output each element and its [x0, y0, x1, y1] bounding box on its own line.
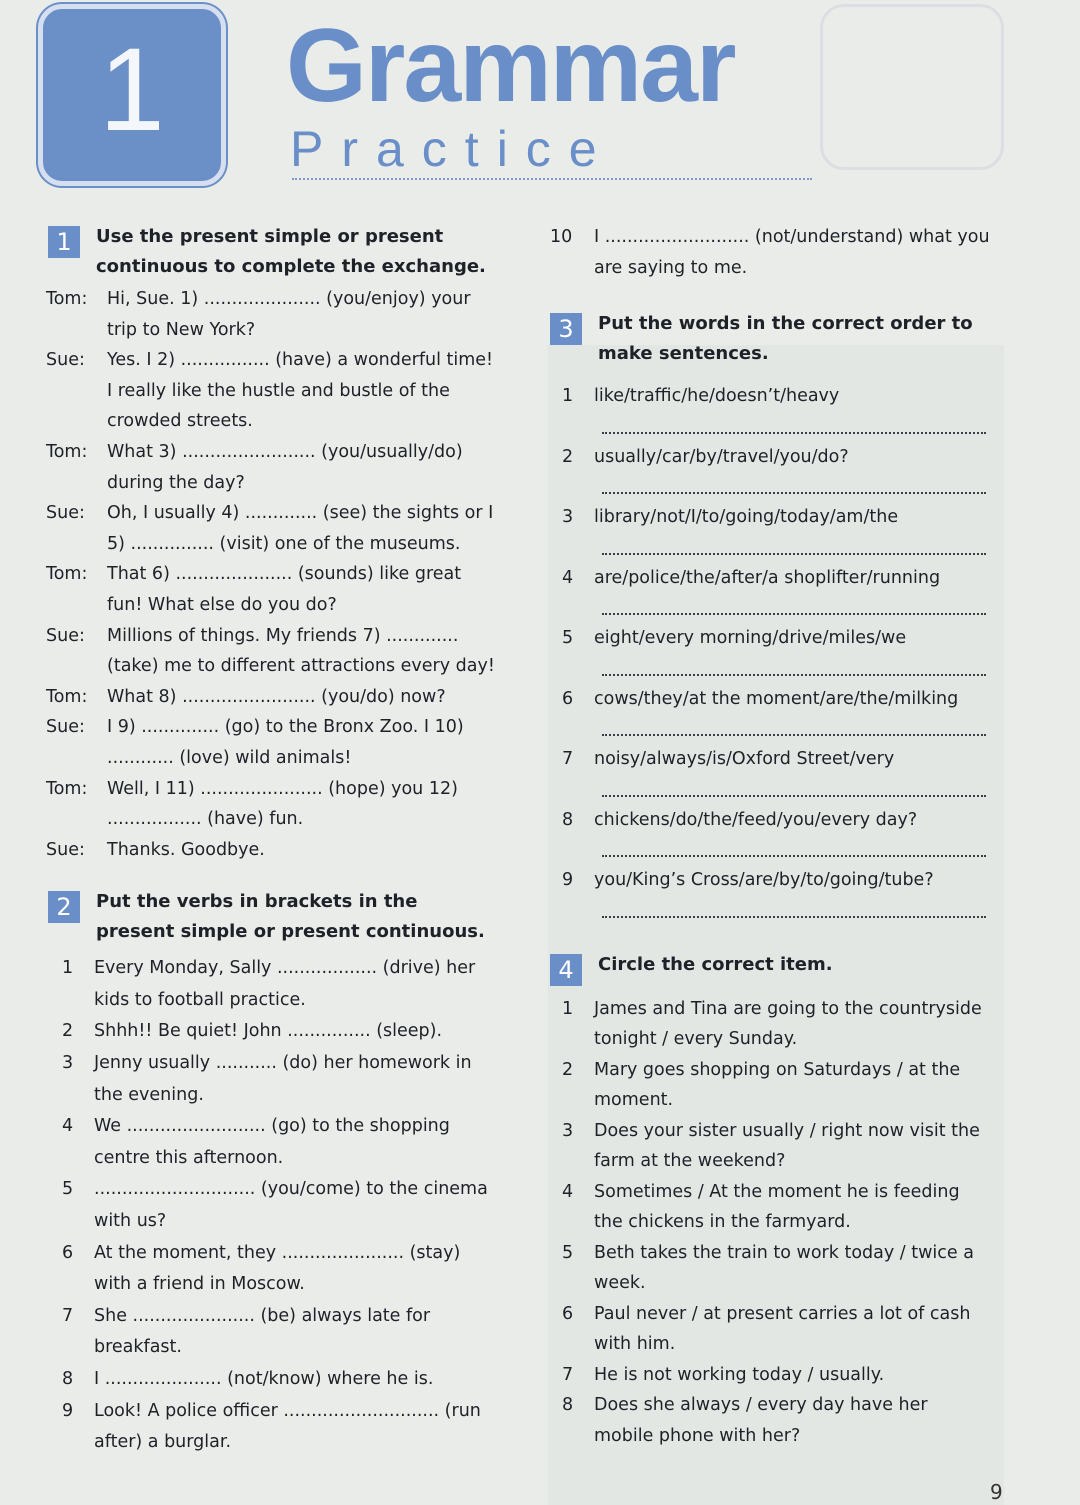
- item-text: library/not/I/to/going/today/am/the: [594, 507, 899, 527]
- dialogue-line: [46, 774, 496, 835]
- list-item: [46, 1048, 496, 1111]
- item-text: At the moment, they ...................... (stay) with a friend in Moscow.: [94, 1242, 461, 1295]
- dialogue-text: Hi, Sue. 1) ..................... (you/enjoy) your trip to New York?: [107, 289, 471, 340]
- section-3-list: [548, 381, 990, 918]
- item-number: 5: [562, 628, 574, 648]
- list-item: [46, 1016, 496, 1048]
- section-1-instruction: Use the present simple or present continuous to complete the exchange.: [96, 226, 486, 277]
- item-number: 6: [62, 1242, 74, 1263]
- section-2-list: [46, 953, 496, 1459]
- item-number: 8: [562, 809, 574, 830]
- item-text: are/police/the/after/a shoplifter/running: [594, 567, 941, 588]
- dialogue-line: [46, 712, 496, 773]
- item-number: 9: [562, 870, 574, 890]
- list-item: [46, 953, 496, 1016]
- speaker: Tom:: [46, 441, 88, 462]
- list-item: [548, 994, 990, 1055]
- reorder-item: [548, 502, 990, 555]
- item-number: 1: [62, 958, 74, 979]
- dialogue-line: [46, 284, 496, 345]
- list-item: [46, 1364, 496, 1396]
- reorder-item: [548, 623, 990, 676]
- item-number: 6: [562, 1303, 574, 1324]
- answer-line[interactable]: [602, 543, 986, 555]
- item-text: Look! A police officer ............................ (run after) a burglar.: [94, 1400, 481, 1453]
- item-text: eight/every morning/drive/miles/we: [594, 628, 907, 648]
- item-number: 4: [562, 1181, 574, 1202]
- reorder-item: [548, 684, 990, 737]
- item-text: you/King’s Cross/are/by/to/going/tube?: [594, 870, 934, 890]
- item-text: usually/car/by/travel/you/do?: [594, 446, 849, 467]
- dialogue: [46, 284, 496, 865]
- speaker: Tom:: [46, 289, 88, 309]
- dialogue-text: Millions of things. My friends 7) ............. (take) me to different attractions every day!: [107, 625, 495, 677]
- item-number: 2: [62, 1021, 74, 1042]
- item-text: like/traffic/he/doesn’t/heavy: [594, 386, 840, 406]
- item-text: Every Monday, Sally .................. (drive) her kids to football practice.: [94, 958, 476, 1010]
- section-4-instruction: Circle the correct item.: [598, 953, 833, 975]
- list-item: [548, 1116, 990, 1177]
- page-subtitle: Practice: [290, 121, 615, 177]
- dialogue-text: Oh, I usually 4) ............. (see) the sights or I 5) ............... (visit) one of the museums.: [107, 503, 494, 554]
- item-text: ............................. (you/come) to the cinema with us?: [94, 1179, 488, 1232]
- list-item: [46, 1238, 496, 1301]
- answer-line[interactable]: [602, 482, 986, 494]
- answer-line[interactable]: [602, 785, 986, 797]
- speaker: Tom:: [46, 686, 88, 707]
- unit-number: 1: [99, 24, 165, 156]
- item-number: 2: [562, 1059, 574, 1080]
- right-column: [548, 222, 990, 1451]
- item-number: 3: [562, 507, 574, 527]
- item-text: Paul never / at present carries a lot of cash with him.: [594, 1303, 971, 1354]
- item-number: 6: [562, 688, 574, 709]
- answer-line[interactable]: [602, 664, 986, 676]
- speaker: Tom:: [46, 564, 88, 585]
- list-item: [46, 1174, 496, 1237]
- item-text: Shhh!! Be quiet! John ............... (sleep).: [94, 1021, 443, 1042]
- item-text: He is not working today / usually.: [594, 1364, 885, 1385]
- item-text: Does your sister usually / right now visit the farm at the weekend?: [594, 1120, 980, 1171]
- list-item: [548, 1360, 990, 1391]
- section-2-heading: [46, 887, 496, 947]
- item-text: Sometimes / At the moment he is feeding the chickens in the farmyard.: [594, 1181, 960, 1232]
- dialogue-text: I 9) .............. (go) to the Bronx Zoo. I 10) ............ (love) wild animals!: [107, 717, 464, 768]
- speaker: Sue:: [46, 717, 85, 738]
- list-item: [46, 1111, 496, 1174]
- item-text: We ......................... (go) to the shopping centre this afternoon.: [94, 1116, 450, 1168]
- dialogue-line: [46, 621, 496, 682]
- dialogue-line: [46, 345, 496, 437]
- list-item: [548, 1390, 990, 1451]
- list-item: [548, 222, 990, 283]
- speaker: Sue:: [46, 625, 85, 646]
- item-text: Mary goes shopping on Saturdays / at the moment.: [594, 1059, 961, 1110]
- item-number: 7: [562, 749, 574, 769]
- section-4-list: [548, 994, 990, 1452]
- dialogue-line: [46, 559, 496, 620]
- item-number: 7: [562, 1364, 574, 1385]
- section-1-heading: [46, 222, 496, 282]
- item-text: I .......................... (not/understand) what you are saying to me.: [594, 227, 990, 278]
- item-number: 8: [562, 1395, 574, 1415]
- item-number: 2: [562, 446, 574, 467]
- section-2-instruction: Put the verbs in brackets in the present simple or present continuous.: [96, 891, 485, 943]
- reorder-item: [548, 563, 990, 616]
- item-number: 9: [62, 1400, 74, 1421]
- section-3-instruction: Put the words in the correct order to make sentences.: [598, 313, 973, 364]
- dialogue-text: That 6) ..................... (sounds) like great fun! What else do you do?: [107, 564, 462, 615]
- item-number: 8: [62, 1369, 74, 1389]
- list-item: [46, 1301, 496, 1364]
- answer-line[interactable]: [602, 906, 986, 918]
- answer-line[interactable]: [602, 603, 986, 615]
- list-item: [548, 1055, 990, 1116]
- dialogue-line: [46, 498, 496, 559]
- dialogue-line: [46, 682, 496, 713]
- section-1-badge: 1: [48, 226, 80, 258]
- unit-number-box: [38, 4, 226, 186]
- section-3-heading: [548, 309, 990, 369]
- reorder-item: [548, 442, 990, 495]
- list-item: [548, 1177, 990, 1238]
- dialogue-text: What 8) ........................ (you/do) now?: [107, 686, 446, 707]
- reorder-item: [548, 744, 990, 797]
- speaker: Sue:: [46, 503, 85, 524]
- list-item: [548, 1299, 990, 1360]
- speaker: Tom:: [46, 778, 88, 799]
- answer-line[interactable]: [602, 845, 986, 857]
- item-number: 7: [62, 1305, 74, 1326]
- dialogue-line: [46, 835, 496, 866]
- item-text: I ..................... (not/know) where he is.: [94, 1369, 434, 1389]
- item-number: 1: [562, 386, 574, 406]
- section-4-heading: [548, 950, 990, 984]
- reorder-item: [548, 381, 990, 434]
- list-item: [548, 1238, 990, 1299]
- item-number: 5: [62, 1179, 74, 1200]
- dialogue-text: Well, I 11) ...................... (hope) you 12) ................. (have) fun.: [107, 778, 458, 830]
- dialogue-text: What 3) ........................ (you/usually/do) during the day?: [107, 441, 463, 493]
- answer-line[interactable]: [602, 422, 986, 434]
- dialogue-line: [46, 437, 496, 498]
- section-2-badge: 2: [48, 891, 80, 923]
- section-3-badge: 3: [550, 313, 582, 345]
- item-text: chickens/do/the/feed/you/every day?: [594, 809, 918, 830]
- speaker: Sue:: [46, 839, 85, 860]
- item-number: 5: [562, 1242, 574, 1263]
- item-text: She ...................... (be) always late for breakfast.: [94, 1305, 431, 1358]
- dialogue-text: Thanks. Goodbye.: [107, 839, 265, 860]
- item-text: Beth takes the train to work today / twice a week.: [594, 1242, 974, 1293]
- section-4-badge: 4: [550, 954, 582, 986]
- title-divider: [292, 178, 812, 180]
- page-number: 9: [990, 1480, 1003, 1504]
- item-text: Jenny usually ........... (do) her homework in the evening.: [94, 1053, 472, 1105]
- item-number: 3: [562, 1120, 574, 1141]
- show-through-box: [820, 4, 1004, 170]
- item-text: James and Tina are going to the countryside tonight / every Sunday.: [594, 998, 982, 1049]
- reorder-item: [548, 805, 990, 858]
- item-number: 1: [562, 998, 574, 1019]
- left-column: [46, 222, 496, 1459]
- list-item: [46, 1396, 496, 1459]
- reorder-item: [548, 865, 990, 918]
- dialogue-text: Yes. I 2) ................ (have) a wonderful time! I really like the hustle and bustle of the crowded streets.: [107, 350, 494, 432]
- item-number: 3: [62, 1053, 74, 1074]
- item-number: 10: [550, 227, 573, 247]
- answer-line[interactable]: [602, 724, 986, 736]
- item-text: cows/they/at the moment/are/the/milking: [594, 688, 959, 709]
- speaker: Sue:: [46, 350, 85, 371]
- item-text: noisy/always/is/Oxford Street/very: [594, 749, 895, 769]
- page-title: Grammar: [286, 8, 735, 124]
- item-text: Does she always / every day have her mobile phone with her?: [594, 1395, 928, 1446]
- item-number: 4: [62, 1116, 74, 1137]
- item-number: 4: [562, 567, 574, 588]
